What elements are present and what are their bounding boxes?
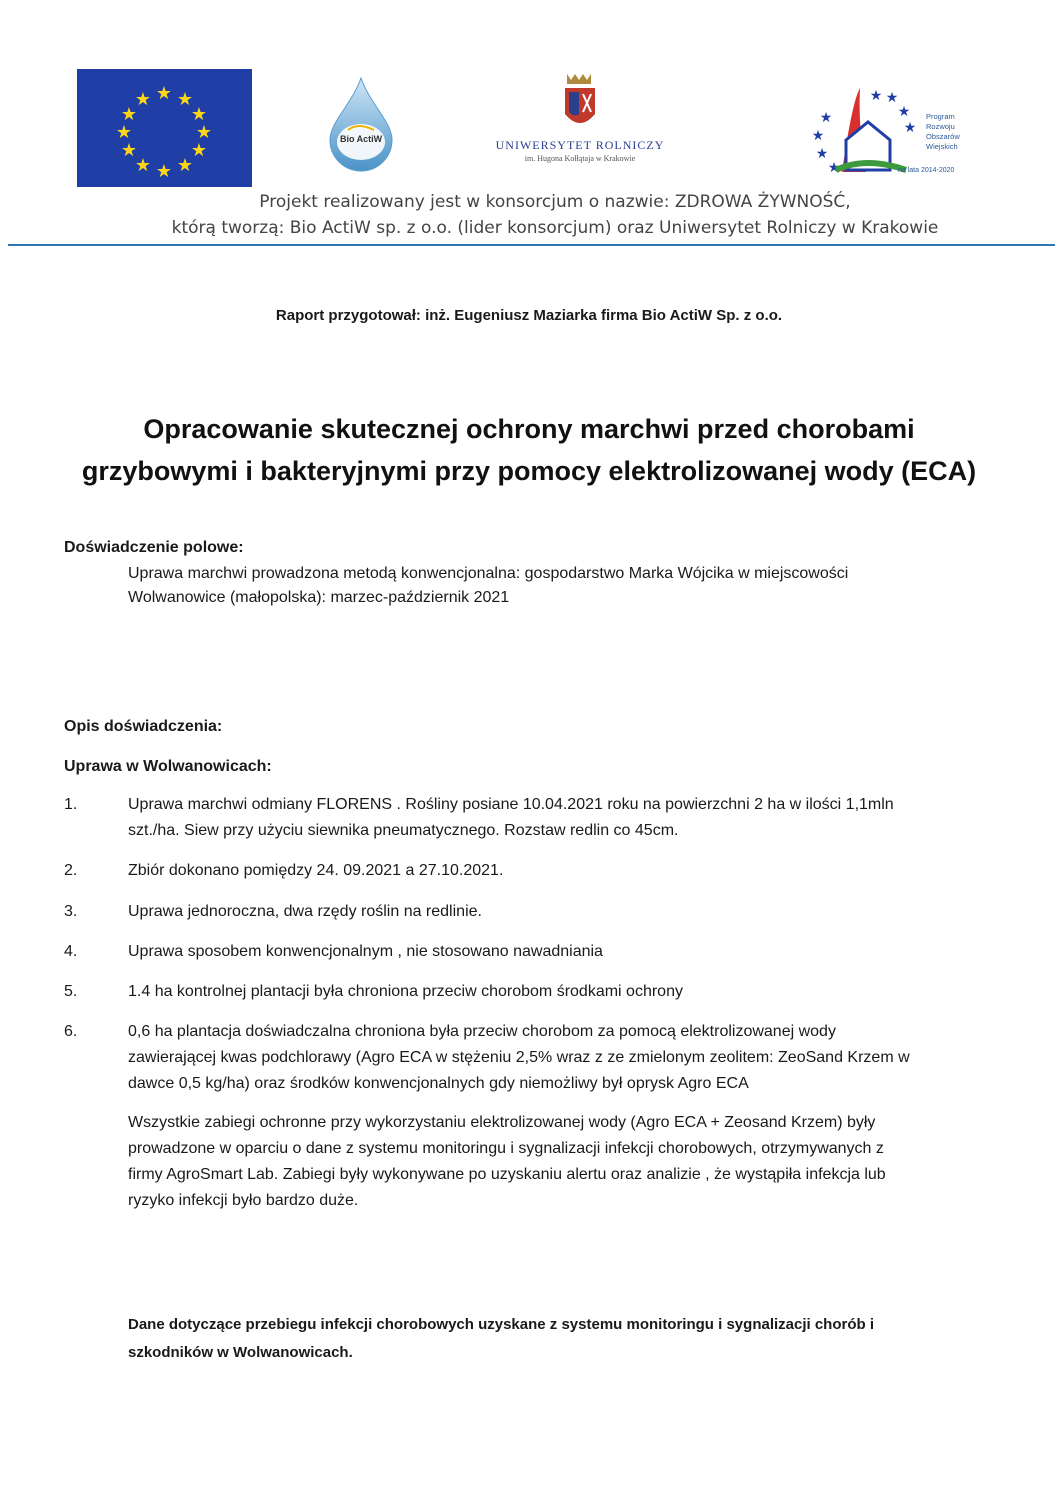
eu-flag-icon — [77, 69, 252, 187]
list-item-number: 4. — [64, 943, 78, 960]
description-heading: Opis doświadczenia: — [64, 718, 223, 735]
list-item-number: 6. — [64, 1023, 78, 1040]
field-trial-line-1: Uprawa marchwi prowadzona metodą konwencjonalna: gospodarstwo Marka Wójcika w miejscowości — [128, 565, 849, 582]
svg-text:★: ★ — [811, 128, 825, 144]
list-item-text: 0,6 ha plantacja doświadczalna chroniona była przeciw chorobom za pomocą elektrolizowanej wody zawierającej kwas podchlorawy (Agro ECA w stężeniu 2,5% wraz z ze zmielonym zeolitem: ZeoSand Krzem w dawce 0,5 kg/ha) oraz środków konwencjonalnych gdy niemożliwy był oprysk Agro ECA — [128, 1023, 910, 1092]
field-trial-line-2: Wolwanowice (małopolska): marzec-październik 2021 — [128, 589, 510, 606]
svg-text:★: ★ — [819, 110, 833, 126]
svg-text:★: ★ — [120, 140, 138, 161]
field-trial-heading: Doświadczenie polowe: — [64, 539, 244, 556]
university-subtitle: im. Hugona Kołłątaja w Krakowie — [524, 154, 636, 163]
report-author: Raport przygotował: inż. Eugeniusz Maziarka firma Bio ActiW Sp. z o.o. — [275, 307, 783, 324]
svg-text:★: ★ — [827, 160, 841, 176]
treatment-paragraph: Wszystkie zabiegi ochronne przy wykorzystaniu elektrolizowanej wody (Agro ECA + Zeosand Krzem) były prowadzone w oparciu o dane z systemu monitoringu i sygnalizacji infekcji chorobowych, otrzymywanych z firmy AgroSmart Lab. Zabiegi były wykonywane po uzyskaniu alertu oraz analizie , że wystąpiła infekcja lub ryzyko infekcji było bardzo duże. — [128, 1114, 886, 1209]
prow-program-text: Program Rozwoju Obszarów Wiejskich — [926, 112, 960, 151]
svg-text:★: ★ — [134, 89, 152, 110]
list-item-text: Zbiór dokonano pomiędzy 24. 09.2021 a 27.10.2021. — [128, 862, 504, 879]
consortium-line-1: Projekt realizowany jest w konsorcjum o nazwie: ZDROWA ŻYWNOŚĆ, — [259, 192, 851, 212]
svg-text:★: ★ — [155, 83, 173, 104]
svg-text:★: ★ — [134, 155, 152, 176]
prow-logo — [806, 82, 986, 182]
list-item-text: Uprawa jednoroczna, dwa rzędy roślin na redlinie. — [128, 903, 482, 920]
monitoring-data-heading: Dane dotyczące przebiegu infekcji chorobowych uzyskane z systemu monitoringu i sygnalizacji chorób i szkodników w Wolwanowicach. — [128, 1316, 875, 1361]
document-title-line-1: Opracowanie skutecznej ochrony marchwi przed chorobami — [143, 414, 915, 444]
list-item-number: 3. — [64, 903, 78, 920]
prow-years: na lata 2014-2020 — [898, 167, 955, 174]
bioactiw-logo — [326, 76, 396, 172]
list-item-text: Uprawa marchwi odmiany FLORENS . Rośliny posiane 10.04.2021 roku na powierzchni 2 ha w ilości 1,1mln szt./ha. Siew przy użyciu siewnika pneumatycznego. Rozstaw redlin co 45cm. — [128, 796, 894, 839]
list-item-number: 5. — [64, 983, 78, 1000]
svg-text:★: ★ — [155, 161, 173, 182]
header-divider — [8, 244, 1055, 246]
svg-text:★: ★ — [897, 104, 911, 120]
svg-text:★: ★ — [885, 90, 899, 106]
svg-text:★: ★ — [176, 155, 194, 176]
eu-stars-icon — [77, 69, 252, 187]
location-subheading: Uprawa w Wolwanowicach: — [64, 758, 272, 775]
document-title-line-2: grzybowymi i bakteryjnymi przy pomocy elektrolizowanej wody (ECA) — [81, 456, 977, 486]
university-crest-icon — [485, 70, 675, 136]
list-item-text: Uprawa sposobem konwencjonalnym , nie stosowano nawadniania — [128, 943, 603, 960]
university-logo — [485, 70, 675, 170]
list-item-number: 1. — [64, 796, 78, 813]
consortium-line-2: którą tworzą: Bio ActiW sp. z o.o. (lider konsorcjum) oraz Uniwersytet Rolniczy w Krakowie — [171, 218, 939, 238]
svg-text:★: ★ — [815, 146, 829, 162]
svg-text:★: ★ — [195, 122, 213, 143]
svg-text:★: ★ — [120, 104, 138, 125]
svg-text:★: ★ — [190, 104, 208, 125]
list-item-number: 2. — [64, 862, 78, 879]
university-name: UNIWERSYTET ROLNICZY — [495, 138, 665, 152]
bioactiw-logo-text: Bio ActiW — [340, 134, 383, 144]
list-item-text: 1.4 ha kontrolnej plantacji była chroniona przeciw chorobom środkami ochrony — [128, 983, 683, 1000]
svg-text:★: ★ — [115, 122, 133, 143]
svg-text:★: ★ — [869, 88, 883, 104]
svg-text:★: ★ — [190, 140, 208, 161]
svg-text:★: ★ — [176, 89, 194, 110]
svg-text:★: ★ — [903, 120, 917, 136]
